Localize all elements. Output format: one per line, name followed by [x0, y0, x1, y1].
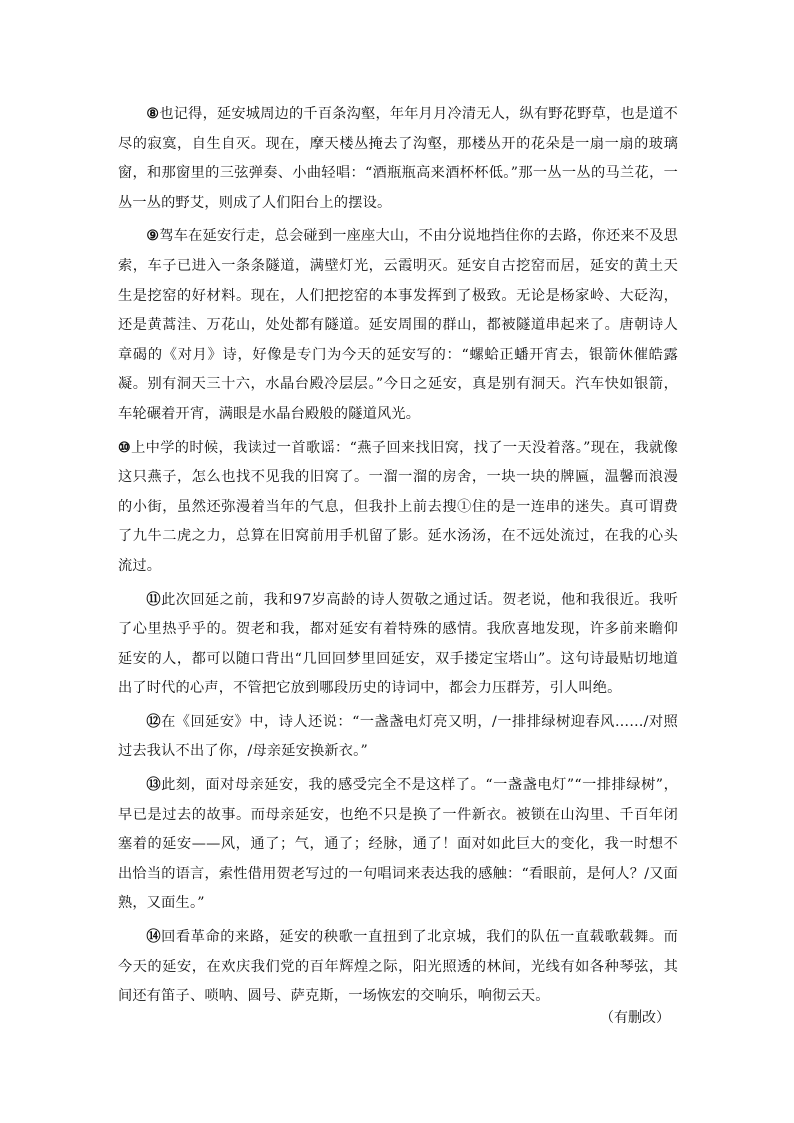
- paragraph-12: [118, 708, 678, 767]
- paragraph-number: ⑭: [146, 929, 162, 946]
- paragraph-number: ⑧: [146, 106, 160, 122]
- paragraph-text: 此次回延之前，我和97岁高龄的诗人贺敬之通过话。贺老说，他和我很近。我听了心里热乎乎的。贺老和我，都对延安有着特殊的感情。我欣喜地发现，许多前来瞻仰延安的人，都可以随口背出“几回回梦里回延安，双手搂定宝塔山”。这句诗最贴切地道出了时代的心声，不管把它放到哪段历史的诗词中，都会力压群芳，引人叫绝。: [118, 591, 678, 697]
- paragraph-9: [118, 222, 678, 429]
- abridged-note: （有删改）: [600, 1010, 670, 1026]
- paragraph-13: [118, 771, 678, 919]
- paragraph-8: [118, 100, 678, 218]
- paragraph-text: 驾车在延安行走，总会碰到一座座大山，不由分说地挡住你的去路，你还来不及思索，车子已进入一条条隧道，满壁灯光，云霞明灭。延安自古挖窑而居，延安的黄土天生是挖窑的好材料。现在，人们把挖窑的本事发挥到了极致。无论是杨家岭、大砭沟，还是黄蒿洼、万花山，处处都有隧道。延安周围的群山，都被隧道串起来了。唐朝诗人章碣的《对月》诗，好像是专门为今天的延安写的：“螺蛤正蟠开宵去，银箭休催皓露凝。别有洞天三十六，水晶台殿冷层层。”今日之延安，真是别有洞天。汽车快如银箭，车轮碾着开宵，满眼是水晶台殿般的隧道风光。: [118, 228, 679, 422]
- paragraph-11: [118, 586, 678, 704]
- article-body: [118, 100, 678, 1016]
- paragraph-text: 上中学的时候，我读过一首歌谣：“燕子回来找旧窝，找了一天没着落。”现在，我就像这只燕子，怎么也找不见我的旧窝了。一溜一溜的房舍，一块一块的牌匾，温馨而浪漫的小街，虽然还弥漫着当年的气息，但我扑上前去搜①住的是一连串的迷失。真可谓费了九牛二虎之力，总算在旧窝前用手机留了影。延水汤汤，在不远处流过，在我的心头流过。: [118, 439, 679, 574]
- paragraph-number: ⑬: [146, 777, 162, 794]
- paragraph-text: 回看革命的来路，延安的秧歌一直扭到了北京城，我们的队伍一直载歌载舞。而今天的延安，在欢庆我们党的百年辉煌之际，阳光照透的林间，光线有如各种琴弦，其间还有笛子、唢呐、圆号、萨克斯，一场恢宏的交响乐，响彻云天。: [118, 929, 678, 1005]
- paragraph-number: ⑫: [146, 713, 162, 730]
- paragraph-10: [118, 434, 678, 582]
- paragraph-text: 也记得，延安城周边的千百条沟壑，年年月月冷清无人，纵有野花野草，也是道不尽的寂寞，自生自灭。现在，摩天楼丛掩去了沟壑，那楼丛开的花朵是一扇一扇的玻璃窗，和那窗里的三弦弹奏、小曲轻唱：“酒瓶瓶高来酒杯杯低。”那一丛一丛的马兰花，一丛一丛的野艾，则成了人们阳台上的摆设。: [118, 106, 679, 211]
- paragraph-text: 此刻，面对母亲延安，我的感受完全不是这样了。“一盏盏电灯”“一排排绿树”，早已是过去的故事。而母亲延安，也绝不只是换了一件新衣。被锁在山沟里、千百年闭塞着的延安——风，通了；气，通了；经脉，通了！面对如此巨大的变化，我一时想不出恰当的语言，索性借用贺老写过的一句唱词来表达我的感触：“看眼前，是何人？/又面熟，又面生。”: [118, 777, 679, 912]
- paragraph-number: ⑨: [146, 228, 160, 245]
- paragraph-text: 在《回延安》中，诗人还说：“一盏盏电灯亮又明，/一排排绿树迎春风……/对照过去我认不出了你，/母亲延安换新衣。”: [118, 713, 679, 760]
- paragraph-14: [118, 923, 678, 1012]
- paragraph-number: ⑩: [118, 439, 132, 456]
- paragraph-number: ⑪: [146, 591, 162, 608]
